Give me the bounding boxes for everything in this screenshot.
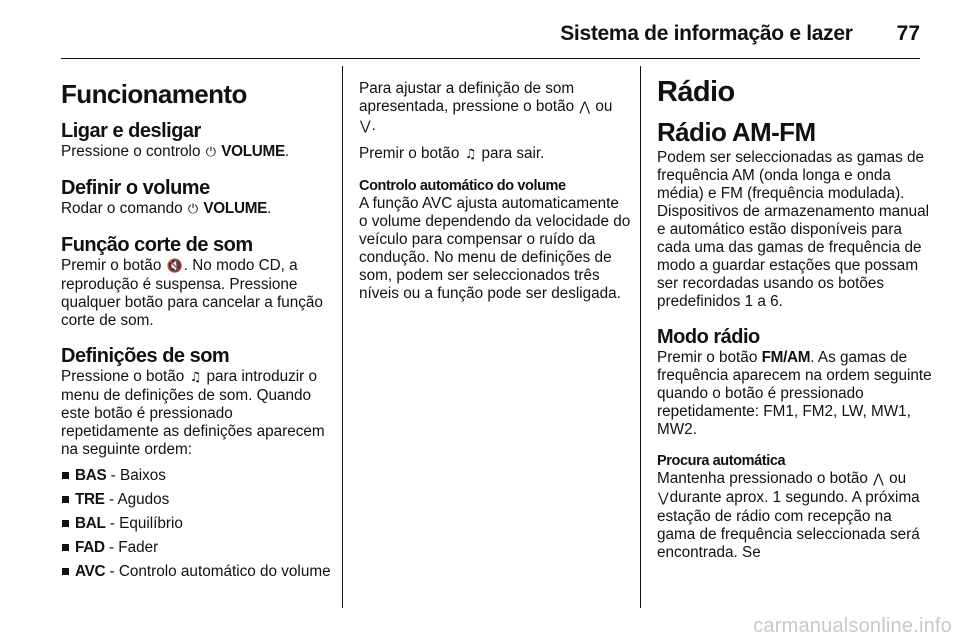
settings-list — [61, 467, 333, 581]
section-text — [61, 200, 333, 219]
page-number: 77 — [896, 22, 920, 45]
text-run: . — [284, 143, 290, 160]
list-item — [61, 539, 333, 557]
text-run: Pressione o controlo — [61, 143, 205, 160]
bold-term: VOLUME — [203, 200, 268, 217]
list-desc: - Fader — [104, 539, 159, 556]
up-arrow-icon: ⋀ — [873, 472, 884, 487]
text-run: Para ajustar a definição de som apresentada, pressione o botão — [359, 80, 579, 115]
text-run: . — [371, 117, 376, 134]
list-key: FAD — [75, 539, 105, 556]
watermark: carmanualsonline.info — [753, 615, 952, 637]
section-heading: Ligar e desligar — [61, 120, 201, 142]
text-run: Premir o botão — [359, 145, 464, 162]
music-note-icon: ♫ — [464, 147, 477, 162]
page-header — [60, 16, 920, 52]
section-text — [61, 143, 333, 162]
music-note-icon: ♫ — [189, 370, 202, 385]
list-desc: - Agudos — [104, 491, 170, 508]
paragraph-adjust — [359, 80, 631, 136]
text-run: Mantenha pressionado o botão — [657, 470, 873, 487]
text-run: durante aprox. 1 segundo. A próxima estação de rádio com recepção na gama de frequência seleccionada será encontrada. Se — [657, 489, 920, 561]
list-key: TRE — [75, 491, 105, 508]
up-arrow-icon: ⋀ — [579, 100, 591, 115]
text-run: Premir o botão — [61, 257, 166, 274]
text-run: Rodar o comando — [61, 200, 187, 217]
section-title: Sistema de informação e lazer — [560, 22, 853, 45]
text-run: . As gamas de frequência aparecem na ordem seguinte quando o botão é pressionado repetidamente: FM1, FM2, LW, MW1, MW2. — [657, 349, 932, 438]
bold-term: FM/AM — [761, 349, 811, 366]
list-key: AVC — [75, 563, 106, 580]
paragraph-bands: Podem ser seleccionadas as gamas de frequência AM (onda longa e onda média) e FM (frequência modulada). Dispositivos de armazenamento manual e automático estão disponíveis para cada uma das gamas de frequência de modo a guardar estações que possam ser recordadas usando os botões predefinidos 1 a 6. — [657, 149, 930, 310]
section-heading: Função corte de som — [61, 234, 253, 256]
heading-avc: Controlo automático do volume — [359, 178, 566, 194]
list-desc: - Baixos — [106, 467, 166, 484]
power-icon: ⏻ — [205, 145, 216, 160]
heading-radio-mode: Modo rádio — [657, 326, 760, 348]
power-icon: ⏻ — [187, 202, 199, 217]
text-run: Premir o botão — [657, 349, 762, 366]
list-key: BAL — [75, 515, 106, 532]
down-arrow-icon: ⋁ — [658, 491, 669, 506]
column-divider-1 — [342, 66, 343, 608]
text-run: para sair. — [477, 145, 545, 162]
paragraph-radio-mode — [657, 349, 932, 439]
text-run: para introduzir o menu de definições de som. Quando este botão é pressionado repetidamente as definições aparecem na seguinte ordem: — [61, 368, 325, 458]
section-sound-settings — [61, 344, 333, 581]
list-desc: - Equilíbrio — [105, 515, 183, 532]
section-text — [61, 257, 333, 330]
mute-icon: 🔇 — [166, 259, 183, 274]
list-item — [61, 563, 333, 581]
column-2 — [359, 80, 631, 303]
paragraph-exit — [359, 145, 631, 164]
text-run: . No modo CD, a reprodução é suspensa. Pressione qualquer botão para cancelar a função corte de som. — [61, 257, 323, 329]
section-mute — [61, 233, 333, 330]
section-heading: Definir o volume — [61, 177, 210, 199]
text-run: Pressione o botão — [61, 368, 189, 385]
text-run: ou — [884, 470, 907, 487]
section-text — [61, 368, 333, 459]
column-divider-2 — [640, 66, 641, 608]
text-run: . — [267, 200, 272, 217]
heading-funcionamento: Funcionamento — [61, 79, 247, 109]
header-rule — [61, 58, 920, 59]
column-3 — [657, 70, 932, 562]
list-item — [61, 491, 333, 509]
heading-auto-search: Procura automática — [657, 453, 786, 469]
list-item — [61, 467, 333, 485]
text-run: ou — [591, 98, 613, 115]
list-key: BAS — [75, 467, 107, 484]
list-item — [61, 515, 333, 533]
paragraph-auto-search — [657, 470, 932, 562]
bold-term: VOLUME — [221, 143, 285, 160]
heading-radio-am-fm: Rádio AM-FM — [657, 117, 816, 147]
section-volume — [61, 176, 333, 219]
list-desc: - Controlo automático do volume — [105, 563, 331, 580]
section-heading: Definições de som — [61, 345, 230, 367]
down-arrow-icon: ⋁ — [360, 119, 371, 134]
section-ligar — [61, 119, 333, 162]
heading-radio: Rádio — [657, 76, 735, 108]
paragraph-avc: A função AVC ajusta automaticamente o volume dependendo da velocidade do veículo para compensar o ruído da condução. No menu de definições de som, podem ser seleccionados três níveis ou a função pode ser desligada. — [359, 195, 631, 302]
column-1 — [61, 70, 333, 595]
